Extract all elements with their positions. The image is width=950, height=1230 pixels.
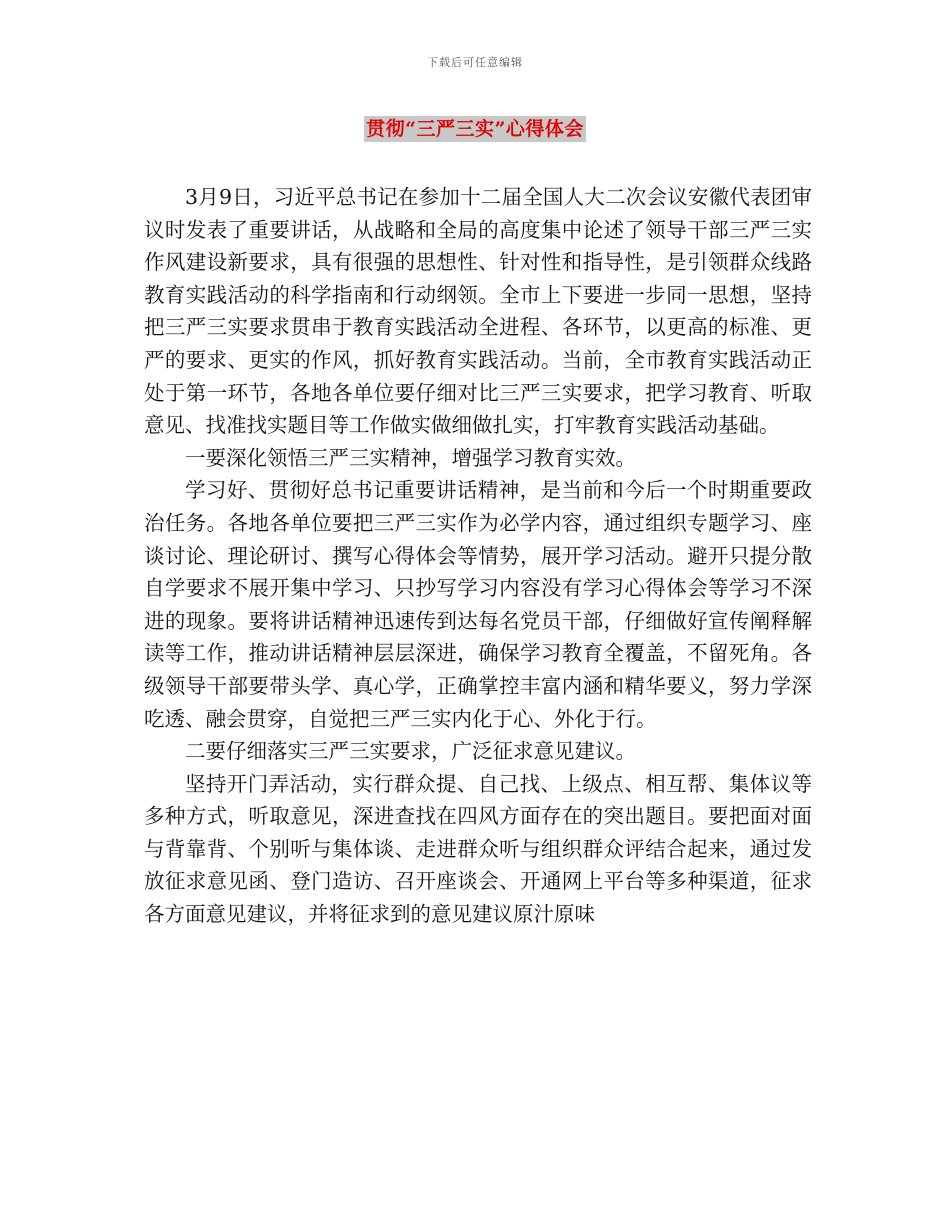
header-note: 下载后可任意编辑 [427,56,523,69]
document-body [144,181,812,931]
title-container [0,116,950,142]
paragraph: 坚持开门弄活动，实行群众提、自己找、上级点、相互帮、集体议等多种方式，听取意见，深进查找在四风方面存在的突出题目。要把面对面与背靠背、个别听与集体谈、走进群众听与组织群众评结合起来，通过发放征求意见函、登门造访、召开座谈会、开通网上平台等多种渠道，征求各方面意见建议，并将征求到的意见建议原汁原味 [144,771,812,927]
paragraph: 一要深化领悟三严三实精神，增强学习教育实效。 [185,445,636,470]
document-title: 贯彻“三严三实”心得体会 [366,118,584,140]
paragraph: 3月9日，习近平总书记在参加十二届全国人大二次会议安徽代表团审议时发表了重要讲话，从战略和全局的高度集中论述了领导干部三严三实作风建设新要求，具有很强的思想性、针对性和指导性，是引领群众线路教育实践活动的科学指南和行动纲领。全市上下要进一步同一思想，坚持把三严三实要求贯串于教育实践活动全进程、各环节，以更高的标准、更严的要求、更实的作风，抓好教育实践活动。当前，全市教育实践活动正处于第一环节，各地各单位要仔细对比三严三实要求，把学习教育、听取意见、找准找实题目等工作做实做细做扎实，打牢教育实践活动基础。 [144,185,812,438]
paragraph: 学习好、贯彻好总书记重要讲话精神，是当前和今后一个时期重要政治任务。各地各单位要把三严三实作为必学内容，通过组织专题学习、座谈讨论、理论研讨、撰写心得体会等情势，展开学习活动。避开只提分散自学要求不展开集中学习、只抄写学习内容没有学习心得体会等学习不深进的现象。要将讲话精神迅速传到达每名党员干部，仔细做好宣传阐释解读等工作，推动讲话精神层层深进，确保学习教育全覆盖，不留死角。各级领导干部要带头学、真心学，正确掌控丰富内涵和精华要义，努力学深吃透、融会贯穿，自觉把三严三实内化于心、外化于行。 [144,478,812,731]
paragraph: 二要仔细落实三严三实要求，广泛征求意见建议。 [185,739,636,764]
